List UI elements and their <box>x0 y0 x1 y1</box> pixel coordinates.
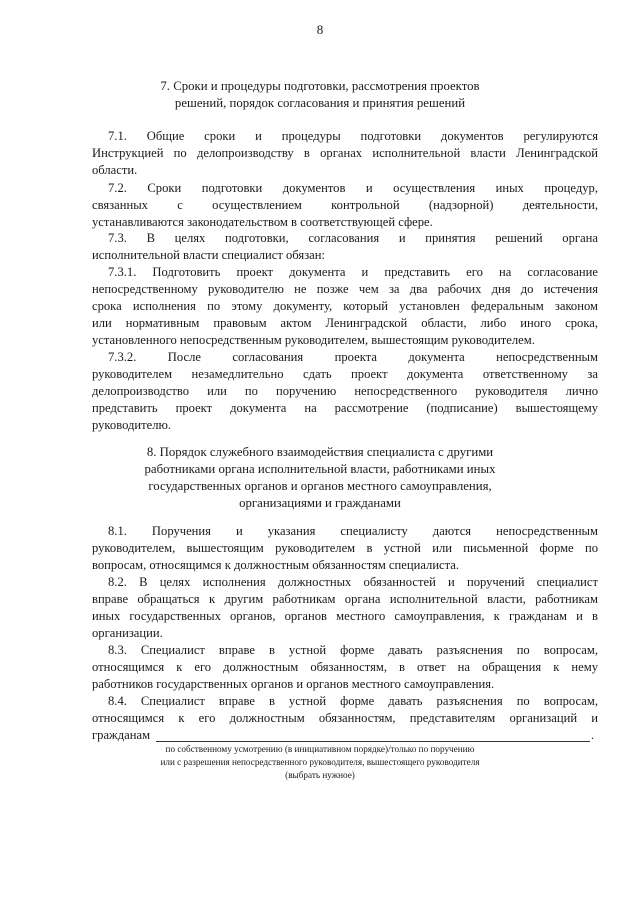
heading-line: 8. Порядок служебного взаимодействия специалиста с другими <box>146 445 494 459</box>
paragraph-line: связанных с осуществлением контрольной (надзорной) деятельности, <box>92 198 598 212</box>
paragraph-line: вправе обращаться к другим работникам органа исполнительной власти, работникам <box>92 592 598 606</box>
blank-hint-line: или с разрешения непосредственного руководителя, вышестоящего руководителя <box>160 757 480 767</box>
heading-line: работниками органа исполнительной власти, работниками иных <box>144 462 496 476</box>
paragraph-line: установленного непосредственным руководителем, вышестоящим руководителем. <box>92 333 535 347</box>
paragraph-line: 8.1. Поручения и указания специалисту даются непосредственным <box>108 524 598 538</box>
paragraph-line: 7.3.1. Подготовить проект документа и представить его на согласование <box>108 265 598 279</box>
paragraph-line: руководителем, вышестоящим руководителем в устной или письменной форме по <box>92 541 598 555</box>
line-end-mark: . <box>591 728 595 742</box>
paragraph-line: гражданам <box>92 728 151 742</box>
paragraph-line: 7.3. В целях подготовки, согласования и принятия решений органа <box>108 231 598 245</box>
paragraph-line: представить проект документа на рассмотрение (подписание) вышестоящему <box>92 401 598 415</box>
paragraph-line: области. <box>92 163 138 177</box>
paragraph-line: организации. <box>92 626 163 640</box>
paragraph-line: относящимся к его должностным обязанностям, представителям организаций и <box>92 711 598 725</box>
paragraph-line: руководителем незамедлительно сдать проект документа ответственному за <box>92 367 598 381</box>
heading-line: государственных органов и органов местного самоуправления, <box>148 479 492 493</box>
paragraph-line: 8.4. Специалист вправе в устной форме давать разъяснения по вопросам, <box>108 694 598 708</box>
paragraph-line: работников государственных органов и органов местного самоуправления. <box>92 677 495 691</box>
paragraph-line: исполнительной власти специалист обязан: <box>92 248 325 262</box>
paragraph-line: или нормативным правовым актом Ленинградской области, либо иного срока, <box>92 316 598 330</box>
fill-in-blank-line <box>156 741 590 742</box>
paragraph-line: Инструкцией по делопроизводству в органах исполнительной власти Ленинградской <box>92 146 598 160</box>
paragraph-line: 7.2. Сроки подготовки документов и осуществления иных процедур, <box>108 181 598 195</box>
paragraph-line: устанавливаются законодательством в соответствующей сфере. <box>92 215 433 229</box>
page-number: 8 <box>316 22 324 37</box>
heading-line: 7. Сроки и процедуры подготовки, рассмотрения проектов <box>160 79 480 93</box>
section-8-heading <box>0 444 640 512</box>
heading-line: организациями и гражданами <box>239 496 401 510</box>
paragraph-line: непосредственному руководителю не позже чем за два рабочих дня до истечения <box>92 282 598 296</box>
paragraph-line: вопросам, относящимся к должностным обязанностям специалиста. <box>92 558 460 572</box>
paragraph-line: иных государственных органов, органов местного самоуправления, к гражданам и в <box>92 609 598 623</box>
paragraph-line: руководителю. <box>92 418 172 432</box>
paragraph-line: 8.2. В целях исполнения должностных обязанностей и поручений специалист <box>108 575 598 589</box>
paragraph-line: 8.3. Специалист вправе в устной форме давать разъяснения по вопросам, <box>108 643 598 657</box>
section-7-heading <box>0 78 640 112</box>
blank-hint-line: по собственному усмотрению (в инициативном порядке)/только по поручению <box>165 744 475 754</box>
paragraph-line: срока исполнения по этому документу, который установлен федеральным законом <box>92 299 598 313</box>
paragraph-line: 7.1. Общие сроки и процедуры подготовки документов регулируются <box>108 129 598 143</box>
paragraph-line: 7.3.2. После согласования проекта документа непосредственным <box>108 350 598 364</box>
paragraph-line: относящимся к его должностным обязанностям, в ответ на обращения к нему <box>92 660 598 674</box>
paragraph-line: делопроизводство или по поручению непосредственного руководителя лично <box>92 384 598 398</box>
heading-line: решений, порядок согласования и принятия решений <box>174 96 466 110</box>
blank-hint-line: (выбрать нужное) <box>285 770 355 780</box>
